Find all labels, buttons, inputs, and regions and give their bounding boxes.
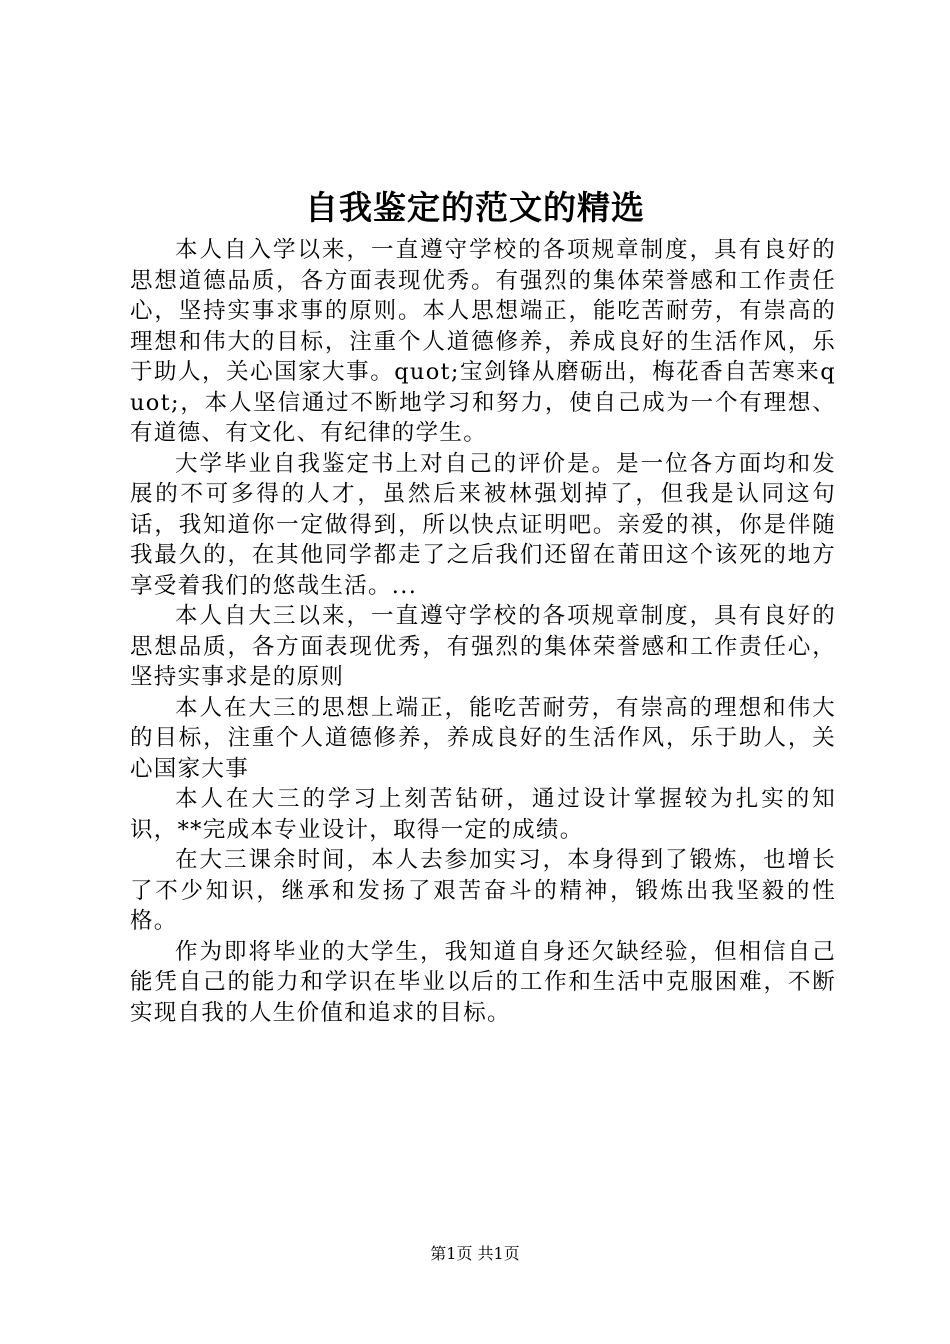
document-body [130, 235, 836, 1028]
paragraph: 本人在大三的学习上刻苦钻研，通过设计掌握较为扎实的知识，**完成本专业设计，取得一定的成绩。 [130, 786, 836, 843]
page-footer: 第1页 共1页 [430, 1244, 520, 1263]
paragraph: 本人在大三的思想上端正，能吃苦耐劳，有崇高的理想和伟大的目标，注重个人道德修养，养成良好的生活作风，乐于助人，关心国家大事 [130, 694, 836, 782]
paragraph: 作为即将毕业的大学生，我知道自身还欠缺经验，但相信自己能凭自己的能力和学识在毕业以后的工作和生活中克服困难，不断实现自我的人生价值和追求的目标。 [130, 938, 836, 1026]
paragraph: 在大三课余时间，本人去参加实习，本身得到了锻炼，也增长了不少知识，继承和发扬了艰苦奋斗的精神，锻炼出我坚毅的性格。 [130, 847, 836, 934]
paragraph: 本人自入学以来，一直遵守学校的各项规章制度，具有良好的思想道德品质，各方面表现优秀。有强烈的集体荣誉感和工作责任心，坚持实事求事的原则。本人思想端正，能吃苦耐劳，有崇高的理想和伟大的目标，注重个人道德修养，养成良好的生活作风，乐于助人，关心国家大事。quot;宝剑锋从磨砺出，梅花香自苦寒来quot;，本人坚信通过不断地学习和努力，使自己成为一个有理想、有道德、有文化、有纪律的学生。 [130, 237, 836, 446]
document-title: 自我鉴定的范文的精选 [305, 188, 645, 227]
paragraph: 本人自大三以来，一直遵守学校的各项规章制度，具有良好的思想品质，各方面表现优秀，有强烈的集体荣誉感和工作责任心，坚持实事求是的原则 [130, 603, 836, 690]
paragraph: 大学毕业自我鉴定书上对自己的评价是。是一位各方面均和发展的不可多得的人才，虽然后来被林强划掉了，但我是认同这句话，我知道你一定做得到，所以快点证明吧。亲爱的祺，你是伴随我最久的，在其他同学都走了之后我们还留在莆田这个该死的地方享受着我们的悠哉生活。... [130, 450, 836, 599]
